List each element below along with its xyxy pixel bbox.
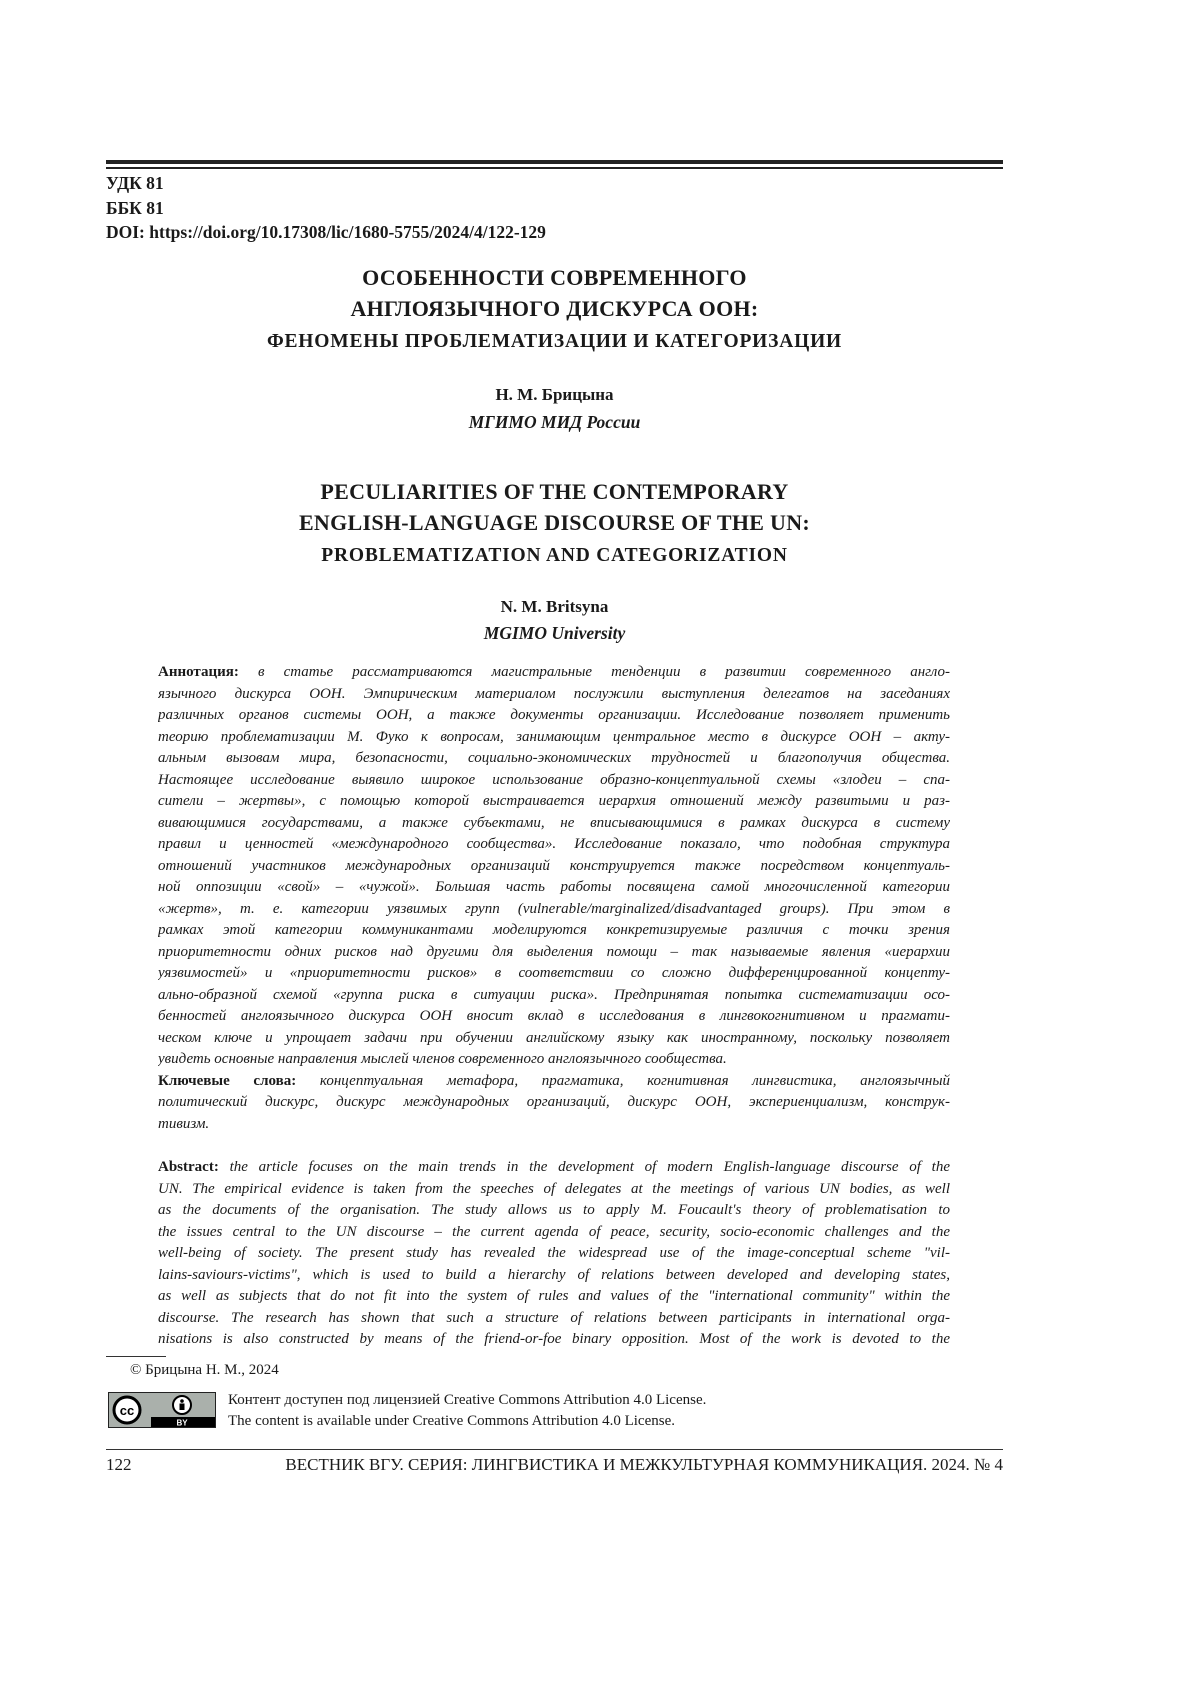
header-rule-thick <box>106 160 1003 164</box>
annotation-line <box>158 1049 950 1071</box>
abstract-block <box>158 1157 950 1351</box>
abstract-line <box>158 1200 950 1222</box>
keywords-text: политический дискурс, дискурс международных организаций, дискурс ООН, экспериенциализм, конструк- <box>158 1094 950 1110</box>
annotation-text: различных органов системы ООН, а также документы организации. Исследование позволяет применить <box>158 707 950 723</box>
annotation-text: ческом ключе и упрощает задачи при обучении английскому языку как иностранному, поскольку позволяет <box>158 1029 950 1046</box>
annotation-line <box>158 899 950 921</box>
annotation-text: ально-образной схемой «группа риска в ситуации риска». Предпринятая попытка систематизации осо- <box>158 986 950 1003</box>
ru-title-line: ФЕНОМЕНЫ ПРОБЛЕМАТИЗАЦИИ И КАТЕГОРИЗАЦИИ <box>266 331 843 352</box>
annotation <box>158 662 950 1071</box>
ru-title-line: ОСОБЕННОСТИ СОВРЕМЕННОГО <box>362 265 747 290</box>
annotation-line <box>158 662 950 684</box>
annotation-text: бенностей англоязычного дискурса ООН вносит вклад в исследования в лингвокогнитивном и прагмати- <box>158 1008 950 1024</box>
annotation-line <box>158 856 950 878</box>
annotation-line <box>158 834 950 856</box>
abstract-text: discourse. The research has shown that such a structure of relations between participants in international orga- <box>158 1309 950 1326</box>
annotation-text: Настоящее исследование выявило широкое использование образно-концептуальной схемы «злодеи – спа- <box>158 771 950 788</box>
abstract-text: the issues central to the UN discourse – the current agenda of peace, security, socio-economic challenges and the <box>158 1223 950 1240</box>
abstract-line <box>158 1157 950 1179</box>
page-footer <box>106 1455 1003 1475</box>
ru-affiliation: МГИМО МИД России <box>468 412 641 432</box>
annotation-text: отношений участников международных организаций конструируется также посредством концептуаль- <box>158 857 950 874</box>
abstract-text: as well as subjects that do not fit into the system of rules and values of the "international community" within the <box>158 1288 950 1304</box>
svg-text:cc: cc <box>119 1403 135 1418</box>
footer-rule <box>106 1449 1003 1450</box>
footnote-rule <box>106 1356 166 1357</box>
abstract-label: Abstract: <box>158 1159 219 1175</box>
annotation-line <box>158 791 950 813</box>
cc-by-label: BY <box>176 1418 188 1427</box>
annotation-line <box>158 770 950 792</box>
en-title-line: PROBLEMATIZATION AND CATEGORIZATION <box>321 545 788 566</box>
annotation-text: приоритетности одних рисков над другими для выделения помощи – так называемые явления «иерархии <box>158 943 950 960</box>
annotation-text: в статье рассматриваются магистральные тенденции в развитии современного англо- <box>258 664 950 680</box>
en-title-line: PECULIARITIES OF THE CONTEMPORARY <box>320 479 789 504</box>
en-title <box>106 476 1003 571</box>
annotation-line <box>158 813 950 835</box>
annotation-line <box>158 1006 950 1028</box>
copyright: © Брицына Н. М., 2024 <box>130 1362 279 1378</box>
abstract <box>158 1157 950 1351</box>
cc-license-icon <box>109 1393 215 1427</box>
keywords-text: тивизм. <box>158 1115 210 1132</box>
bbk: ББК 81 <box>106 197 164 218</box>
en-author: N. M. Britsyna <box>500 597 609 616</box>
annotation-text: сители – жертвы», с помощью которой выстраивается иерархия отношений между развитыми и раз- <box>158 793 950 809</box>
abstract-text: lains-saviours-victims", which is used to build a hierarchy of relations between developed and developing states, <box>158 1266 950 1283</box>
abstract-text: UN. The empirical evidence is taken from the speeches of delegates at the meetings of various UN bodies, as well <box>158 1180 950 1197</box>
annotation-text: язычного дискурса ООН. Эмпирическим материалом послужили выступления делегатов на заседаниях <box>158 685 950 702</box>
annotation-label: Аннотация: <box>158 664 239 680</box>
license-ru: Контент доступен под лицензией Creative Commons Attribution 4.0 License. <box>228 1392 707 1408</box>
abstract-line <box>158 1222 950 1244</box>
annotation-line <box>158 705 950 727</box>
abstract-text: as the documents of the organisation. The study allows us to apply M. Foucault's theory of problematisation to <box>158 1202 950 1218</box>
abstract-line <box>158 1243 950 1265</box>
license-en: The content is available under Creative Commons Attribution 4.0 License. <box>228 1413 675 1429</box>
annotation-text: теорию проблематизации М. Фуко к вопросам, занимающим центральное место в дискурсе ООН – акту- <box>158 728 950 745</box>
keywords-text: концептуальная метафора, прагматика, когнитивная лингвистика, англоязычный <box>319 1072 950 1089</box>
annotation-text: альным вызовам мира, безопасности, социально-экономических трудностей и благополучия общества. <box>158 750 950 766</box>
annotation-text: вивающимися государствами, а также субъектами, не вписывающимися в рамках дискурса в систему <box>158 814 950 831</box>
journal-name: ВЕСТНИК ВГУ. СЕРИЯ: ЛИНГВИСТИКА И МЕЖКУЛЬТУРНАЯ КОММУНИКАЦИЯ. 2024. № 4 <box>285 1455 1003 1474</box>
keywords-line <box>158 1114 950 1136</box>
abstract-line <box>158 1308 950 1330</box>
abstract-line <box>158 1329 950 1351</box>
doi <box>106 220 546 245</box>
en-title-line: ENGLISH-LANGUAGE DISCOURSE OF THE UN: <box>298 510 811 535</box>
abstract-text: nisations is also constructed by means of the friend-or-foe binary opposition. Most of the work is devoted to the <box>158 1331 950 1347</box>
annotation-text: ной оппозиции «свой» – «чужой». Большая часть работы посвящена самой многочисленной категории <box>158 879 950 895</box>
doi-link[interactable]: https://doi.org/10.17308/lic/1680-5755/2024/4/122-129 <box>149 222 546 242</box>
header-rule-thin <box>106 167 1003 169</box>
ru-author: Н. М. Брицына <box>495 385 614 404</box>
annotation-line <box>158 985 950 1007</box>
annotation-text: правил и ценностей «международного сообщества». Исследование показало, что подобная структура <box>158 836 950 852</box>
page-number: 122 <box>106 1455 132 1474</box>
annotation-text: увидеть основные направления мыслей членов современного англоязычного сообщества. <box>158 1051 727 1067</box>
annotation-text: уязвимостей» и «приоритетности рисков» в соответствии со сложно дифференцированной концепту- <box>158 965 950 981</box>
keywords-label: Ключевые слова: <box>158 1072 297 1089</box>
abstract-text: well-being of society. The present study has revealed the widespread use of the image-conceptual scheme "vil- <box>158 1245 950 1261</box>
annotation-line <box>158 942 950 964</box>
annotation-line <box>158 684 950 706</box>
abstract-line <box>158 1286 950 1308</box>
keywords-line <box>158 1092 950 1114</box>
abstract-line <box>158 1179 950 1201</box>
keywords <box>158 1071 950 1136</box>
en-affiliation: MGIMO University <box>483 623 626 643</box>
annotation-line <box>158 877 950 899</box>
annotation-line <box>158 920 950 942</box>
ru-title <box>106 262 1003 357</box>
abstract-line <box>158 1265 950 1287</box>
annotation-line <box>158 748 950 770</box>
annotation-line <box>158 1028 950 1050</box>
ru-title-line: АНГЛОЯЗЫЧНОГО ДИСКУРСА ООН: <box>350 296 759 321</box>
annotation-block <box>158 662 950 1135</box>
cc-by-badge[interactable] <box>108 1392 216 1428</box>
classification-block <box>106 171 546 245</box>
annotation-line <box>158 963 950 985</box>
annotation-text: рамках этой категории коммуникантами моделируются конкретизируемые различия с точки зрения <box>158 922 950 938</box>
annotation-text: «жертв», т. е. категории уязвимых групп (vulnerable/marginalized/disadvantaged groups). При этом в <box>158 900 950 917</box>
abstract-text: the article focuses on the main trends in the development of modern English-language discourse of the <box>229 1159 950 1175</box>
license-text <box>228 1390 706 1432</box>
doi-label: DOI: <box>106 222 145 242</box>
udk: УДК 81 <box>106 173 164 193</box>
annotation-line <box>158 727 950 749</box>
keywords-line <box>158 1071 950 1093</box>
